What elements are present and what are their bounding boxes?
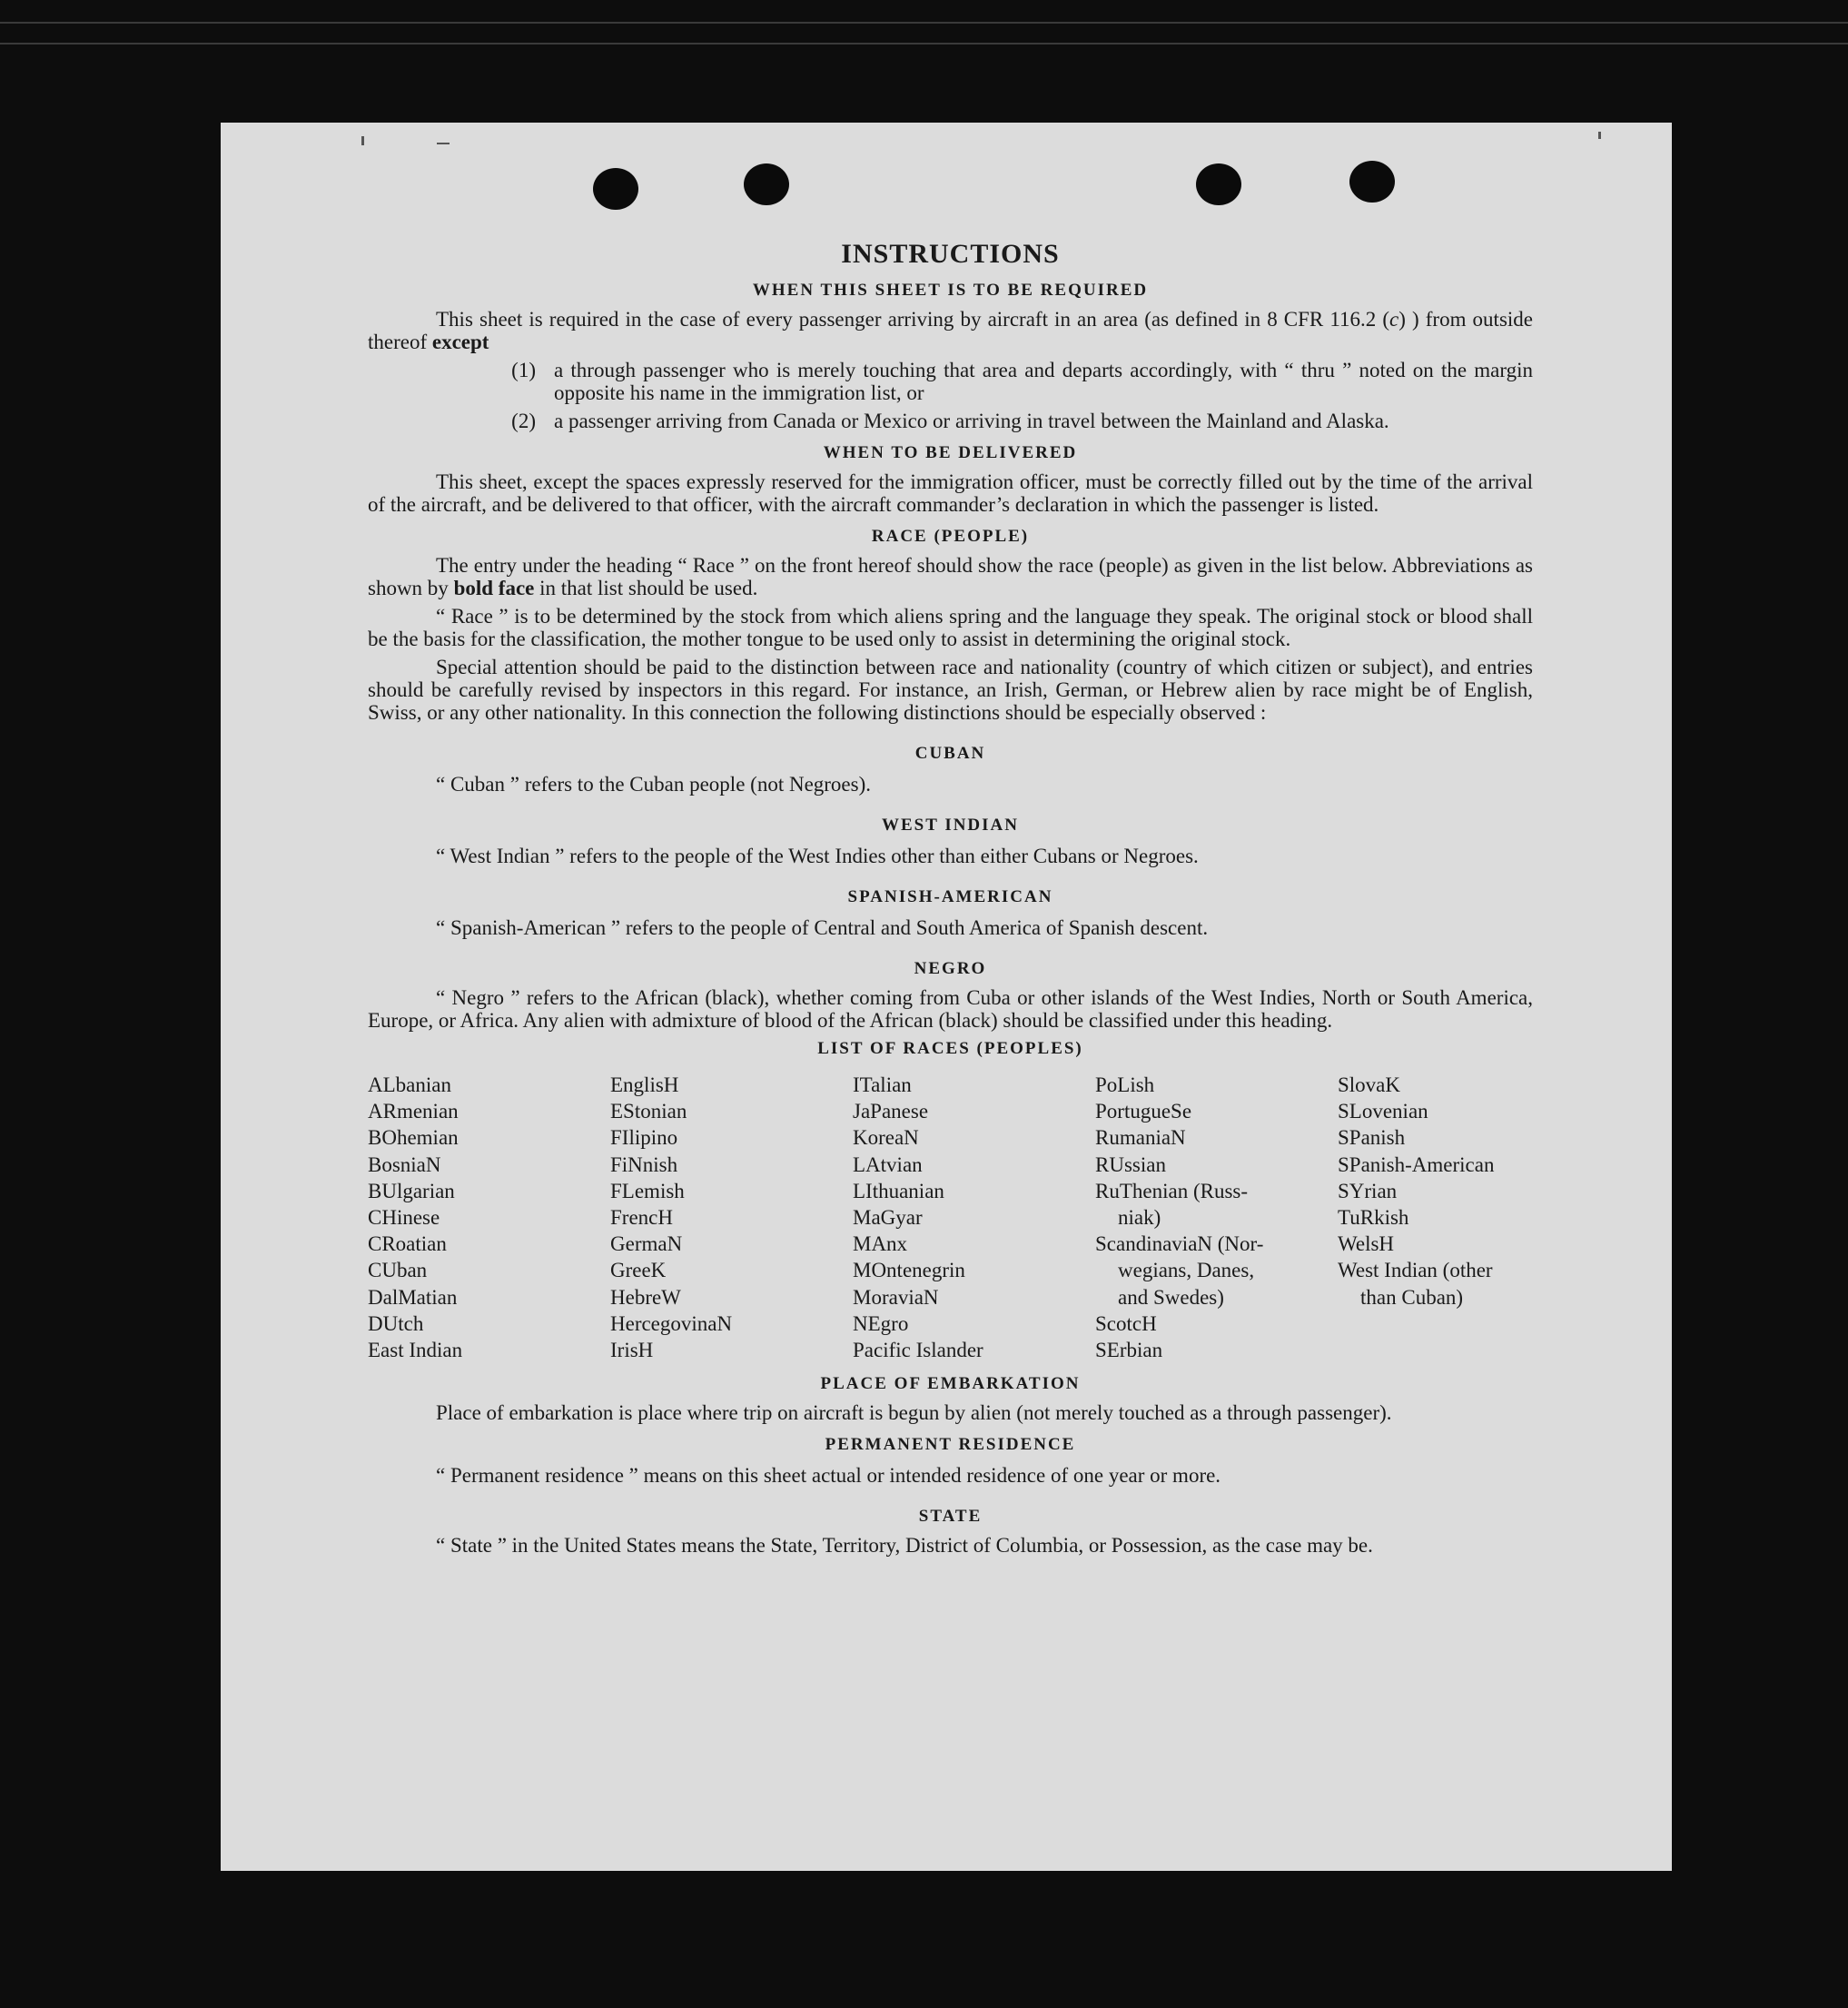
race-entry: FIlipino: [610, 1126, 678, 1150]
item-number: (1): [511, 359, 536, 381]
negro-text: “ Negro ” refers to the African (black), whether coming from Cuba or other islands of the West Indies, North or South America, Europe, or Africa. Any alien with admixture of blood of the African (black) should be classified under this heading.: [368, 986, 1533, 1032]
race-entry: DalMatian: [368, 1285, 458, 1309]
race-entry: RUssian: [1095, 1152, 1166, 1176]
race-entry: Pacific Islander: [853, 1339, 983, 1362]
race-entry: GermaN: [610, 1232, 683, 1256]
item-text: a passenger arriving from Canada or Mexico or arriving in travel between the Mainland and Alaska.: [554, 410, 1389, 432]
race-entry: WelsH: [1338, 1232, 1395, 1256]
race-entry: SYrian: [1338, 1179, 1398, 1202]
heading-embarkation: PLACE OF EMBARKATION: [820, 1374, 1081, 1394]
race-column-3: [853, 1072, 1095, 1363]
race-entry: SPanish: [1338, 1126, 1406, 1150]
heading-cuban: CUBAN: [914, 744, 986, 763]
state-text: “ State ” in the United States means the State, Territory, District of Columbia, or Possession, as the case may be.: [436, 1534, 1373, 1558]
race-entry: FrencH: [610, 1206, 673, 1230]
race-entry: ALbanian: [368, 1073, 451, 1096]
race-column-2: [610, 1072, 853, 1363]
list-item: [368, 410, 1533, 432]
race-entry-continuation: and Swedes): [1118, 1285, 1224, 1309]
race-paragraph-3: Special attention should be paid to the distinction between race and nationality (country of which citizen or subject), and entries should be carefully revised by inspectors in this regard. For instance, an Irish, German, or Hebrew alien by race might be of English, Swiss, or any other nationality. In this connection the following distinctions should be especially observed :: [368, 656, 1533, 724]
document-page: [221, 123, 1672, 1871]
race-entry: GreeK: [610, 1259, 667, 1282]
race-entry: CRoatian: [368, 1232, 447, 1256]
race-entry: RumaniaN: [1095, 1126, 1186, 1150]
residence-text: “ Permanent residence ” means on this sheet actual or intended residence of one year or more.: [436, 1464, 1221, 1488]
race-paragraph-2: “ Race ” is to be determined by the stock from which aliens spring and the language they speak. The original stock or blood shall be the basis for the classification, the mother tongue to be used only to assist in determining the original stock.: [368, 605, 1533, 650]
race-entry: SLovenian: [1338, 1100, 1428, 1123]
embarkation-text: Place of embarkation is place where trip on aircraft is begun by alien (not merely touched as a through passenger).: [436, 1401, 1392, 1425]
race-list: [368, 1072, 1533, 1363]
race-entry: EnglisH: [610, 1073, 679, 1096]
list-item: [368, 359, 1533, 404]
race-entry: TuRkish: [1338, 1206, 1409, 1230]
heading-negro: NEGRO: [914, 959, 987, 978]
microfilm-top-rule: [0, 22, 1848, 24]
stray-mark: [1598, 132, 1601, 139]
race-entry-continuation: niak): [1118, 1206, 1161, 1230]
heading-required: WHEN THIS SHEET IS TO BE REQUIRED: [752, 281, 1149, 300]
race-entry: IrisH: [610, 1339, 654, 1362]
race-column-4: [1095, 1072, 1338, 1363]
west-indian-text: “ West Indian ” refers to the people of the West Indies other than either Cubans or Negroes.: [436, 845, 1199, 867]
race-entry: FiNnish: [610, 1152, 678, 1176]
race-entry: MaGyar: [853, 1206, 923, 1230]
punch-hole: [593, 168, 638, 210]
race-entry: HebreW: [610, 1285, 681, 1309]
race-entry: SlovaK: [1338, 1073, 1400, 1096]
punch-hole: [1196, 163, 1241, 205]
race-entry: SErbian: [1095, 1339, 1163, 1362]
race-column-5: [1338, 1072, 1580, 1363]
race-entry: BUlgarian: [368, 1179, 455, 1202]
race-entry: CHinese: [368, 1206, 440, 1230]
race-entry-continuation: than Cuban): [1360, 1285, 1464, 1309]
heading-west-indian: WEST INDIAN: [882, 816, 1019, 835]
race-entry: BosniaN: [368, 1152, 441, 1176]
race-entry: West Indian (other: [1338, 1259, 1493, 1282]
race-paragraph-1: The entry under the heading “ Race ” on the front hereof should show the race (people) as given in the list below. Abbreviations as shown by bold face in that list should be used.: [368, 554, 1533, 599]
race-entry: DUtch: [368, 1311, 424, 1335]
spanish-american-text: “ Spanish-American ” refers to the people of Central and South America of Spanish descent.: [436, 916, 1209, 939]
item-number: (2): [511, 410, 536, 432]
race-entry: MOntenegrin: [853, 1259, 965, 1282]
delivered-text: This sheet, except the spaces expressly reserved for the immigration officer, must be correctly filled out by the time of the arrival of the aircraft, and be delivered to that officer, with the aircraft commander’s declaration in which the passenger is listed.: [368, 470, 1533, 516]
race-entry: ScotcH: [1095, 1311, 1157, 1335]
race-entry: MoraviaN: [853, 1285, 939, 1309]
cuban-text: “ Cuban ” refers to the Cuban people (not Negroes).: [436, 773, 872, 796]
heading-permanent-residence: PERMANENT RESIDENCE: [825, 1435, 1076, 1455]
race-entry: EStonian: [610, 1100, 687, 1123]
instructions-body: [368, 239, 1533, 1562]
race-entry-continuation: wegians, Danes,: [1118, 1259, 1255, 1282]
race-entry: HercegovinaN: [610, 1311, 733, 1335]
race-entry: JaPanese: [853, 1100, 929, 1123]
race-entry: ScandinaviaN (Nor-: [1095, 1232, 1264, 1256]
punch-hole: [1349, 161, 1395, 203]
heading-delivered: WHEN TO BE DELIVERED: [823, 443, 1078, 462]
race-entry: ARmenian: [368, 1100, 459, 1123]
page-title: INSTRUCTIONS: [841, 239, 1060, 269]
race-entry: ITalian: [853, 1073, 912, 1096]
stray-mark: [361, 136, 364, 145]
heading-race: RACE (PEOPLE): [871, 527, 1030, 546]
race-entry: East Indian: [368, 1339, 463, 1362]
race-entry: FLemish: [610, 1179, 685, 1202]
microfilm-second-rule: [0, 43, 1848, 45]
stray-mark: [437, 143, 450, 144]
required-intro: This sheet is required in the case of every passenger arriving by aircraft in an area (as defined in 8 CFR 116.2 (c) ) from outside thereof except: [368, 308, 1533, 353]
race-entry: NEgro: [853, 1311, 909, 1335]
race-entry: SPanish-American: [1338, 1152, 1495, 1176]
heading-spanish-american: SPANISH-AMERICAN: [847, 887, 1053, 906]
race-entry: PoLish: [1095, 1073, 1155, 1096]
race-entry: CUban: [368, 1259, 428, 1282]
heading-list-of-races: LIST OF RACES (PEOPLES): [817, 1039, 1083, 1058]
race-entry: KoreaN: [853, 1126, 919, 1150]
race-entry: BOhemian: [368, 1126, 459, 1150]
heading-state: STATE: [918, 1507, 983, 1527]
race-entry: MAnx: [853, 1232, 908, 1256]
race-entry: LAtvian: [853, 1152, 923, 1176]
race-entry: PortugueSe: [1095, 1100, 1192, 1123]
race-column-1: [368, 1072, 610, 1363]
item-text: a through passenger who is merely touching that area and departs accordingly, with “ thru ” noted on the margin opposite his name in the immigration list, or: [554, 359, 1533, 404]
race-entry: RuThenian (Russ-: [1095, 1179, 1249, 1202]
punch-hole: [744, 163, 789, 205]
race-entry: LIthuanian: [853, 1179, 944, 1202]
